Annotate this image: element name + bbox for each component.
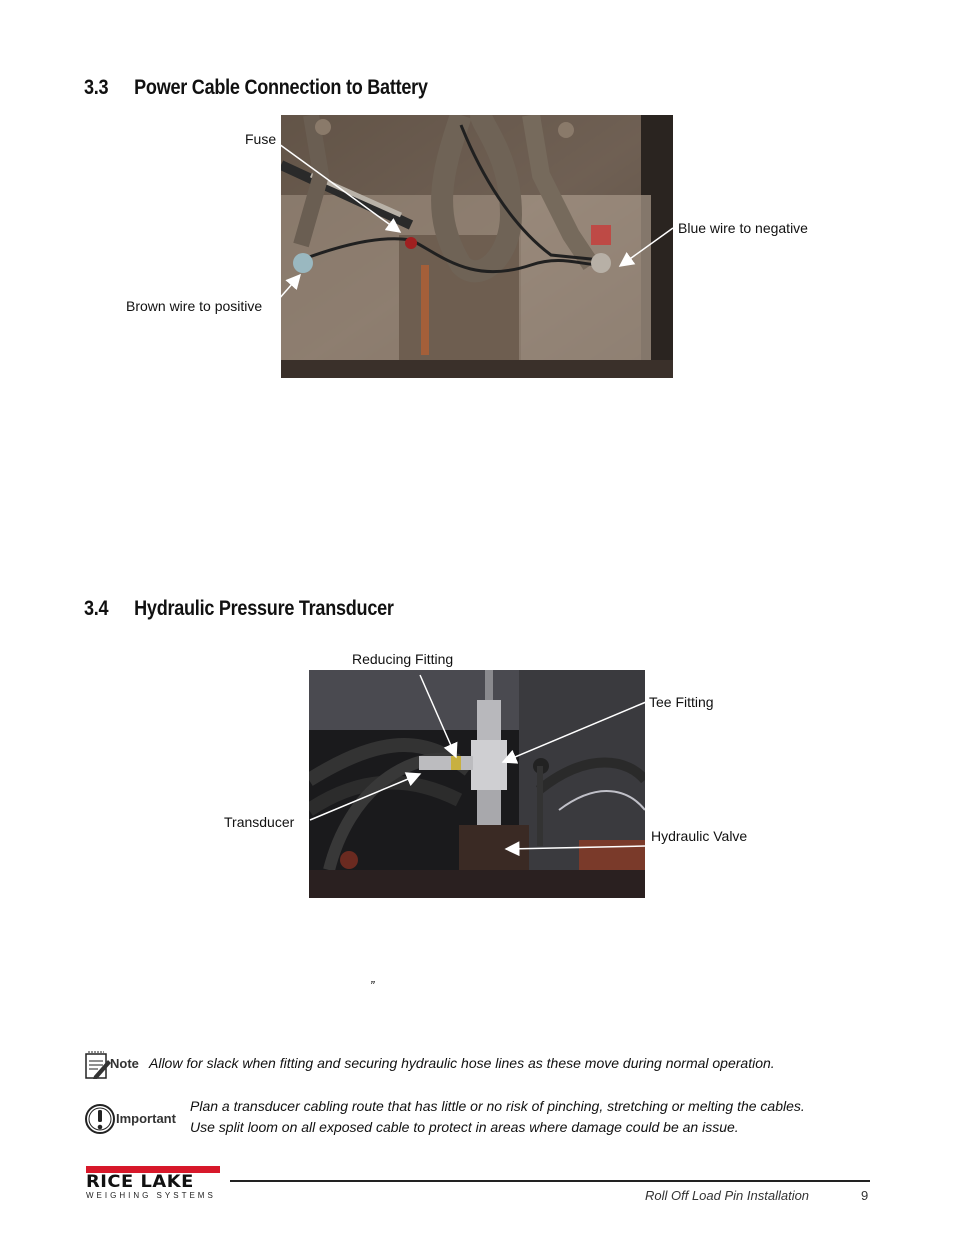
note-text: Allow for slack when fitting and securing hydraulic hose lines as these move during normal operation.: [149, 1055, 775, 1071]
footer-rule: [230, 1180, 870, 1182]
section-number: 3.4: [84, 597, 109, 620]
important-line-2: Use split loom on all exposed cable to protect in areas where damage could be an issue.: [190, 1119, 739, 1135]
callout-transducer: Transducer: [224, 814, 295, 830]
section-title: Power Cable Connection to Battery: [134, 76, 428, 99]
callout-hydraulic-valve: Hydraulic Valve: [651, 828, 748, 844]
callout-fuse: Fuse: [245, 131, 277, 147]
logo-tagline: WEIGHING SYSTEMS: [86, 1191, 216, 1200]
important-icon: [84, 1103, 116, 1135]
section-title: Hydraulic Pressure Transducer: [134, 597, 394, 620]
callout-reducing-fitting: Reducing Fitting: [352, 651, 454, 667]
page-number: 9: [861, 1188, 869, 1203]
callout-tee-fitting: Tee Fitting: [649, 694, 714, 710]
important-label: Important: [116, 1111, 176, 1126]
stray-quote-mark: ”: [370, 978, 375, 993]
callout-brown-wire: Brown wire to positive: [126, 298, 263, 314]
section-number: 3.3: [84, 76, 109, 99]
important-line-1: Plan a transducer cabling route that has little or no risk of pinching, stretching or melting the cables.: [190, 1098, 805, 1114]
logo-wordmark: RICE LAKE: [86, 1172, 194, 1192]
footer-doc-title: Roll Off Load Pin Installation: [645, 1188, 810, 1203]
callout-blue-wire: Blue wire to negative: [678, 220, 808, 236]
note-icon: [84, 1050, 112, 1080]
section-3-4-heading: [84, 597, 394, 621]
note-label: Note: [110, 1056, 139, 1071]
section-3-4-callout-arrows: [0, 620, 954, 920]
section-3-3-callout-arrows: [0, 0, 954, 420]
